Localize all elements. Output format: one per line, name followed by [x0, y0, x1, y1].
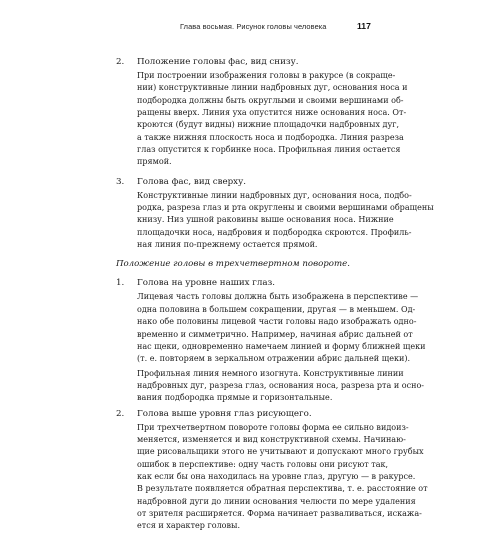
text-line: При трехчетвертном повороте головы форма ее сильно видоиз- [137, 422, 409, 432]
text-line: нии) конструктивные линии надбровных дуг, основания носа и [137, 83, 408, 93]
text-line: ная линия по-прежнему остается прямой. [137, 240, 318, 250]
page-number: 117 [357, 21, 371, 31]
paragraph [137, 291, 426, 365]
text-line: кроются (будут видны) нижние площадочки надбровных дуг, [137, 120, 400, 130]
text-line: подбородка должны быть округлыми и своими вершинами об- [137, 95, 404, 105]
text-line: площадочки носа, надбровия и подбородка скроются. Профиль- [137, 227, 412, 237]
text-line: Конструктивные линии надбровных дуг, основания носа, подбо- [137, 190, 412, 200]
list-item-title: Голова фас, вид сверху. [137, 176, 246, 187]
paragraph [137, 368, 425, 405]
text-line: как если бы она находилась на уровне глаз, другую — в ракурсе. [137, 471, 416, 481]
text-line: нас щеки, одновременно намечаем линией и форму ближней щеки [137, 341, 426, 351]
text-line: ется и характер головы. [137, 521, 241, 531]
text-line: (т. е. повторяем в зеркальном отражении абрис дальней щеки). [137, 354, 411, 364]
list-item-number: 2. [116, 408, 125, 419]
running-title: Глава восьмая. Рисунок головы человека [180, 22, 327, 31]
text-line: вания подбородка прямые и горизонтальные. [137, 393, 333, 403]
text-line: а также нижняя плоскость носа и подбородка. Линия разреза [137, 132, 404, 142]
text-line: книзу. Низ ушной раковины выше основания носа. Нижние [137, 215, 394, 225]
text-line: родка, разреза глаз и рта округлены и своими вершинами обращены [137, 203, 434, 213]
list-item-number: 1. [116, 278, 125, 289]
page-header [0, 22, 500, 36]
list-item-title: Положение головы фас, вид снизу. [137, 57, 299, 67]
text-line: от зрителя расширяется. Форма начинает разваливаться, искажа- [137, 508, 422, 518]
text-line: одна половина в большем сокращении, другая — в меньшем. Од- [137, 304, 416, 314]
list-item-title: Голова выше уровня глаз рисующего. [137, 408, 312, 419]
text-line: ращены вверх. Линия уха опустится ниже основания носа. От- [137, 108, 407, 118]
text-line: глаз опустится к горбинке носа. Профильная линия остается [137, 145, 401, 155]
paragraph [137, 190, 434, 252]
text-line: Лицевая часть головы должна быть изображена в перспективе — [137, 292, 419, 302]
list-item [116, 56, 408, 169]
text-line: прямой. [137, 157, 172, 167]
paragraph [137, 70, 408, 169]
section-heading: Положение головы в трехчетвертном повороте. [116, 259, 350, 270]
text-line: При построении изображения головы в ракурсе (в сокраще- [137, 71, 396, 80]
list-item [116, 277, 426, 404]
page-body [116, 56, 434, 533]
text-line: Профильная линия немного изогнута. Конструктивные линии [137, 368, 404, 378]
list-item-title: Голова на уровне наших глаз. [137, 278, 276, 289]
text-line: щие рисовальщики этого не учитывают и допускают много грубых [137, 447, 424, 457]
text-line: нако обе половины лицевой части головы надо изображать одно- [137, 317, 417, 327]
list-item [116, 408, 428, 533]
text-line: временно и симметрично. Например, начиная абрис дальней от [137, 329, 413, 339]
text-line: меняется, изменяется и вид конструктивной схемы. Начинаю- [137, 434, 406, 444]
text-line: ошибок в перспективе: одну часть головы они рисуют так, [137, 459, 389, 469]
paragraph [137, 422, 428, 533]
text-line: надбровных дуг, разреза глаз, основания носа, разреза рта и осно- [137, 380, 425, 390]
text-line: надбровной дуги до линии основания челюсти по мере удаления [137, 496, 416, 506]
list-item-number: 3. [116, 176, 125, 187]
list-item-number: 2. [116, 57, 125, 67]
text-line: В результате появляется обратная перспектива, т. е. расстояние от [137, 484, 428, 494]
list-item [116, 176, 434, 252]
